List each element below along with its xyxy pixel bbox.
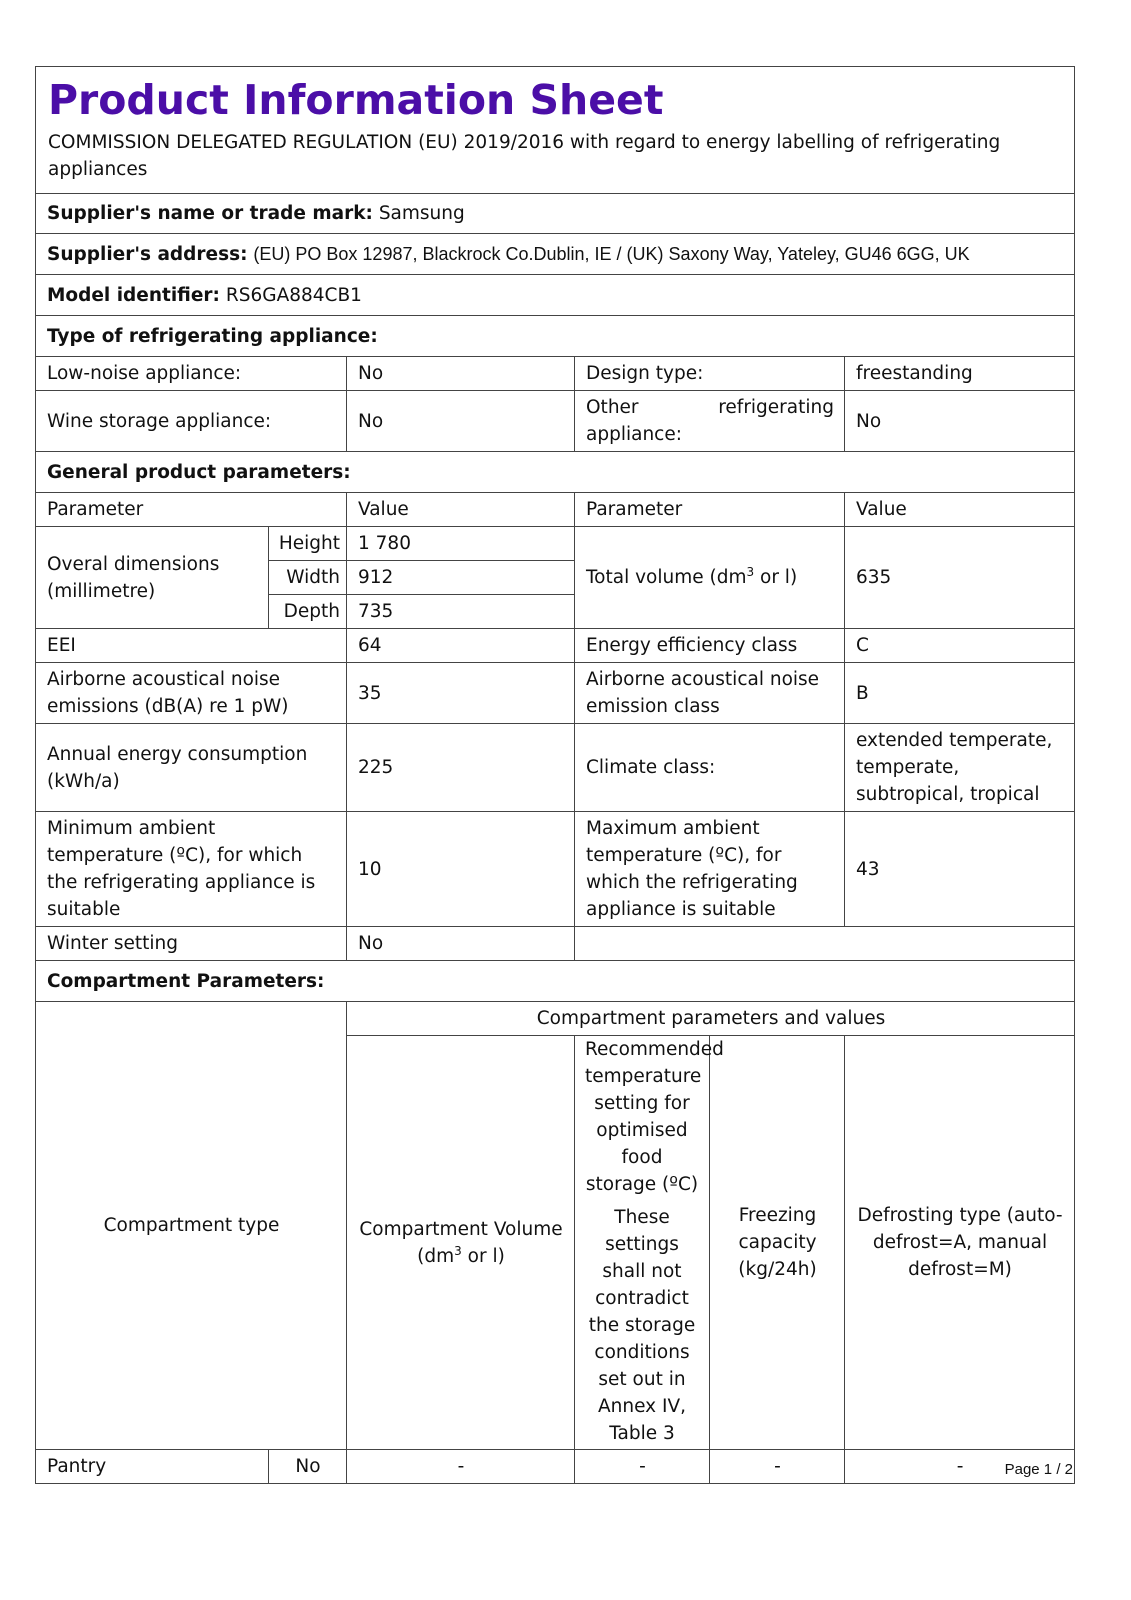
title-cell	[36, 67, 1075, 194]
noise-label: Airborne acoustical noise emissions (dB(A) re 1 pW)	[36, 663, 347, 724]
design-type-label: Design type:	[575, 357, 845, 391]
table-row	[36, 1450, 1075, 1484]
low-noise-value: No	[347, 357, 575, 391]
compartment-type-header: Compartment type	[36, 1002, 347, 1450]
compartment-heading: Compartment Parameters:	[36, 961, 1075, 1002]
other-appliance-label	[575, 391, 845, 452]
compartment-volume-header: Compartment Volume ($dm^3$ or l)	[347, 1036, 575, 1450]
model-identifier-value: RS6GA884CB1	[225, 284, 362, 306]
eei-value: 64	[347, 629, 575, 663]
supplier-address-row	[36, 234, 1075, 275]
total-volume-label: Total volume ($dm^3$ or l)	[575, 527, 845, 629]
supplier-name-value: Samsung	[378, 203, 465, 224]
noise-class-value: B	[845, 663, 1075, 724]
defrosting-type-header: Defrosting type (auto-defrost=A, manual defrost=M)	[845, 1036, 1075, 1450]
supplier-address-value: (EU) PO Box 12987, Blackrock Co.Dublin, IE / (UK) Saxony Way, Yateley, GU46 6GG, UK	[253, 243, 970, 264]
compartment-freezing: -	[710, 1450, 845, 1484]
energy-class-value: C	[845, 629, 1075, 663]
product-information-sheet	[35, 66, 1074, 1484]
compartment-name: Pantry	[36, 1450, 269, 1484]
noise-class-label: Airborne acoustical noise emission class	[575, 663, 845, 724]
annual-energy-value: 225	[347, 724, 575, 812]
model-row	[36, 275, 1075, 316]
freezing-capacity-header: Freezing capacity (kg/24h)	[710, 1036, 845, 1450]
supplier-address-label: Supplier's address:	[47, 243, 248, 265]
empty-cell	[575, 927, 1075, 961]
max-temp-label: Maximum ambient temperature (ºC), for which the refrigerating appliance is suitable	[575, 812, 845, 927]
supplier-name-label: Supplier's name or trade mark:	[47, 203, 373, 224]
width-label: Width	[269, 561, 347, 595]
other-appliance-value: No	[845, 391, 1075, 452]
max-temp-value: 43	[845, 812, 1075, 927]
min-temp-label: Minimum ambient temperature (ºC), for which the refrigerating appliance is suitable	[36, 812, 347, 927]
other-label-word-2: refrigerating	[718, 397, 834, 418]
compartment-volume: -	[347, 1450, 575, 1484]
type-heading: Type of refrigerating appliance:	[36, 316, 1075, 357]
design-type-value: freestanding	[845, 357, 1075, 391]
height-label: Height	[269, 527, 347, 561]
model-identifier-label: Model identifier:	[47, 284, 220, 306]
winter-setting-label: Winter setting	[36, 927, 347, 961]
compartment-temp: -	[575, 1450, 710, 1484]
wine-storage-value: No	[347, 391, 575, 452]
page-number: Page 1 / 2	[1004, 1461, 1073, 1478]
recommended-temp-header	[575, 1036, 724, 1450]
low-noise-label: Low-noise appliance:	[36, 357, 347, 391]
other-label-word-3: appliance:	[586, 424, 682, 445]
energy-class-label: Energy efficiency class	[575, 629, 845, 663]
regulation-subtitle: COMMISSION DELEGATED REGULATION (EU) 2019/2016 with regard to energy labelling of refrigerating appliances	[48, 132, 1001, 180]
height-value: 1 780	[347, 527, 575, 561]
compartment-group-header: Compartment parameters and values	[347, 1002, 1075, 1036]
recommended-temp-text: Recommended temperature setting for optimised food storage (ºC)	[585, 1039, 724, 1195]
general-value-header: Value	[347, 493, 575, 527]
noise-value: 35	[347, 663, 575, 724]
climate-class-value: extended temperate, temperate, subtropical, tropical	[845, 724, 1075, 812]
depth-value: 735	[347, 595, 575, 629]
general-parameter-header-2: Parameter	[575, 493, 845, 527]
compartment-present: No	[269, 1450, 347, 1484]
dimensions-label: Overal dimensions (millimetre)	[36, 527, 269, 629]
wine-storage-label: Wine storage appliance:	[36, 391, 347, 452]
total-volume-value: 635	[845, 527, 1075, 629]
min-temp-value: 10	[347, 812, 575, 927]
page-title: Product Information Sheet	[48, 76, 664, 124]
climate-class-label: Climate class:	[575, 724, 845, 812]
other-label-word-1: Other	[586, 397, 639, 418]
compartment-defrost: -	[845, 1450, 1075, 1484]
general-parameter-header: Parameter	[36, 493, 347, 527]
supplier-name-row	[36, 194, 1075, 234]
general-heading: General product parameters:	[36, 452, 1075, 493]
width-value: 912	[347, 561, 575, 595]
recommended-temp-note: These settings shall not contradict the storage conditions set out in Annex IV, Table 3	[588, 1207, 696, 1444]
info-table	[35, 66, 1075, 1484]
eei-label: EEI	[36, 629, 347, 663]
winter-setting-value: No	[347, 927, 575, 961]
general-value-header-2: Value	[845, 493, 1075, 527]
annual-energy-label: Annual energy consumption (kWh/a)	[36, 724, 347, 812]
depth-label: Depth	[269, 595, 347, 629]
